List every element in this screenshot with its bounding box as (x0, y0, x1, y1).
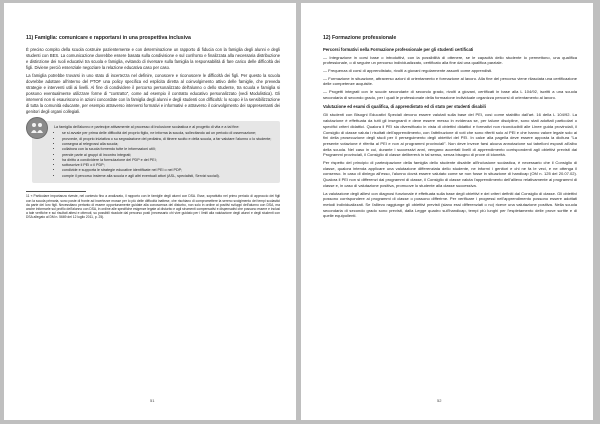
list-item: • se si avvale per prima delle difficoltà del proprio figlio, ne informa la scuola, sollecitando ad un periodo di osservazione; (62, 131, 274, 136)
list-item: • compie il percorso insieme alla scuola e agli altri eventuali attori (ASL, specialisti, Servizi sociali). (62, 174, 274, 179)
footnote-divider (26, 191, 86, 192)
family-role-list (54, 131, 274, 179)
paragraph: — Integrazione in corsi base o introduttivi, con la possibilità di ottenere, se le capacità dello studente lo permettono, una qualifica professionale, o di seguire un percorso individualizzato, certificato alla fine dai una qualifica parziale. (323, 54, 577, 66)
paragraph: — Frequenza di corsi di apprendistato, rivolti a giovani regolarmente assunti come apprendisti. (323, 67, 493, 73)
paragraph: È preciso compito della scuola costruire pazientemente e con determinazione un rapporto di fiducia con la famiglia degli alunni e degli studenti con BES. La comunicazione dovrebbe essere basata sulla condivisione e sul confronto e finalizzata alla necessaria distribuzione e distinzione dei ruoli educativi tra scuola e famiglia, evitando di riversare sulla famiglia la responsabilità di fare carico delle difficoltà dei figli. Diviene perciò essenziale negoziare la relazione educativa caso per caso. (26, 46, 280, 70)
paragraph: La famiglia potrebbe trovarsi in uno stato di incertezza nel definire, conoscere e riconoscere le difficoltà dei figli. Per questo la scuola dovrebbe adottare all'interno del PTOF una policy specifica ed esplicita diretta al coinvolgimento attivo delle famiglie, che preveda strategie e interventi utili ai livelli. Al fine di condividere il percorso personalizzato dell'alunno o dello studente, tra scuola e famiglia si possono eventualmente utilizzare forme di "contratto", come ad esempio il contratto educativo personalizzato (vedi Modulistica). Gli interventi non si esauriscono in azioni concordate con la famiglia degli alunni e degli studenti con difficoltà: lo scopo è la sensibilizzazione di tutta la comunità educante, per esempio attraverso interventi formativi e informativi e attraverso il coinvolgimento dei rappresentanti dei genitori degli organi collegiali. (26, 72, 280, 114)
box-intro: La famiglia dell'alunno e partecipe attivamente al processo di inclusione scolastica e al progetto di vita e a tal fine: (54, 125, 240, 130)
list-item: • collabora con la scuola fornendo tutte le informazioni utili; (62, 147, 274, 152)
paragraph: Gli studenti con Bisogni Educativi Speciali devono essere valutati sulla base del PEI, così come stabilito dall'art. 16 della L 104/92. La valutazione è effettuata da tutti gli insegnanti e deve essere messo in evidenza se, per talune discipline, sono stati adottati particolari o specifici criteri didattici. Qualora il PEI sia diversificato in vista di obiettivi didattici e formativi non riconducibili alle Linee guida provinciali, il Consiglio di classe valuta i risultati dell'apprendimento, con l'attribuzione di voti che sono riferiti solo al PEI e che hanno valore legale solo ai fini della prosecuzione degli studi per il perseguimento degli obiettivi del PEI. In calce alla pagella deve essere apposta la dicitura "La presente votazione è riferita al PEI e non ai programmi provinciali". Non deve invece farsi alcuna annotazione sui tabelloni esposti all'albo della scuola. Nel caso in cui, durante i successivi anni, vengano accertati livelli di apprendimento corrispondenti agli obiettivi previsti dai Programmi provinciali, il Consiglio di classe delibererà in tal senso, senza bisogno di prove di idoneità. (323, 112, 577, 158)
subheading-percorsi: Percorsi formativi nella Formazione professionale per gli studenti certificati (323, 46, 474, 52)
page-number: 51 (150, 398, 155, 403)
family-role-box (32, 121, 280, 183)
family-people-icon (26, 117, 48, 139)
list-item: • condivide e supporta le strategie educative identificate nel PEI o nel PDP; (62, 168, 274, 173)
list-item: • consegna al relegrossi alla scuola; (62, 142, 274, 147)
section-heading-formazione: 12) Formazione professionale (323, 35, 397, 41)
left-page (4, 3, 296, 420)
left-page-content (26, 35, 280, 219)
list-item: • ha diritto a condividere la formulazione del PDP e del PEI; (62, 158, 274, 163)
list-item: • prende parte ai gruppi di incontro integrati; (62, 153, 274, 158)
paragraph: Per rispetto del principio di partecipazione della famiglia dello studente disabile all'inclusione scolastica, è necessario che il Consiglio di classe, qualora intenda applicare una valutazione differenziata dello studente, ne informi i genitori e chi ne fa le veci, e ne ottenga il consenso. In caso di diniego all'esso, l'alunno dovrà essere valutato come se non fosse in situazione di handicap (OM n. 125 del 20.07.02). Qualora il PEI non si differenzi dai programmi di classe, il Consiglio di classe valuta l'apprendimento dell'allievo relativamente ai programmi di classe e, in caso di valutazione positiva, promuove lo studente alla classe successiva. (323, 160, 577, 188)
right-page-content (323, 35, 577, 221)
paragraph: — Progetti integrati con le scuole secondarie di secondo grado, rivolti a giovani, certificati in base alla L 104/92, iscritti a una scuola secondaria di secondo grado, per i quali le professionale della formazione individuale organizza percorsi di orientamento al lavoro. (323, 89, 577, 100)
list-item: • provvede, di proprio iniziativa o su segnalazione del pediatra, di itinere scolto e della scuola, a far valutare l'alunno o lo studente; (62, 137, 274, 142)
list-item: • sottoscrive il PEI o il PDP; (62, 163, 274, 168)
footnote: 11 « Particolare importanza riveste, nel contesto fino a analizzato, il rapporto con le famiglie degli alunni con DSA. Esse, soprattutto nel primo periodo di approccio dei figli con la scuola primaria, sono poste di fronte ad incertezze mosse per lo più delle difficoltà inattese, che rischiano di compromettere la sereno svolgimento dei tempi scolastici da parte dei loro figli. Necessitano pertanto di essere opportunamente guidate alla conoscenza del disturbo, non solo in ordine ai positivi sviluppi dell'alunno con DSA, ma anche informarle sul profilo dell'alunno con DSA, in ordine alle specifiche esigenze legate al disturbo e agli strumenti compensativi e dispensativi che possono essere e inclusi a tale verifiche e sui risultati attesi e ottenuti, su possibili ricadute dal percorso posti (necessario chi vive guidato per i limiti alla valutazione degli alunni e degli studenti con DSA allegato al DM n. 5669 del 12 luglio 2011, p. 25). (26, 194, 280, 220)
page-number: 52 (437, 398, 442, 403)
section-heading-famiglia: 11) Famiglia: comunicare e rapportarsi in una prospettiva inclusiva (26, 35, 191, 41)
paragraph: — Formazione in situazione, attraverso azioni di orientamento e formazione al lavoro. Alla fine del percorso viene rilasciata una certificazione delle competenze acquisite. (323, 75, 577, 87)
paragraph: La valutazione degli allievi con diagnosi funzionale è effettuata sulla base degli obiettivi e dei criteri definiti dal Consiglio di classe. Gli obiettivi possono corrispondere ai programmi di classe o possono differirne. Per verificare i progressi nell'apprendimento possono essere adottati metodi individualizzati. Se l'allievo raggiunge gli obiettivi previsti (siano essi differenziati o no) riceve una valutazione positiva. Nella scuola secondaria di secondo grado sono previsti, dalla Legge quadro sull'handicap, tempi più lunghi per l'espletamento delle prove scritte e di quelle equipollenti. (323, 190, 577, 219)
subheading-valutazione: Valutazione ed esami di qualifica, di apprendistato ed di stato per studenti disabili (323, 104, 486, 110)
right-page (301, 3, 593, 420)
